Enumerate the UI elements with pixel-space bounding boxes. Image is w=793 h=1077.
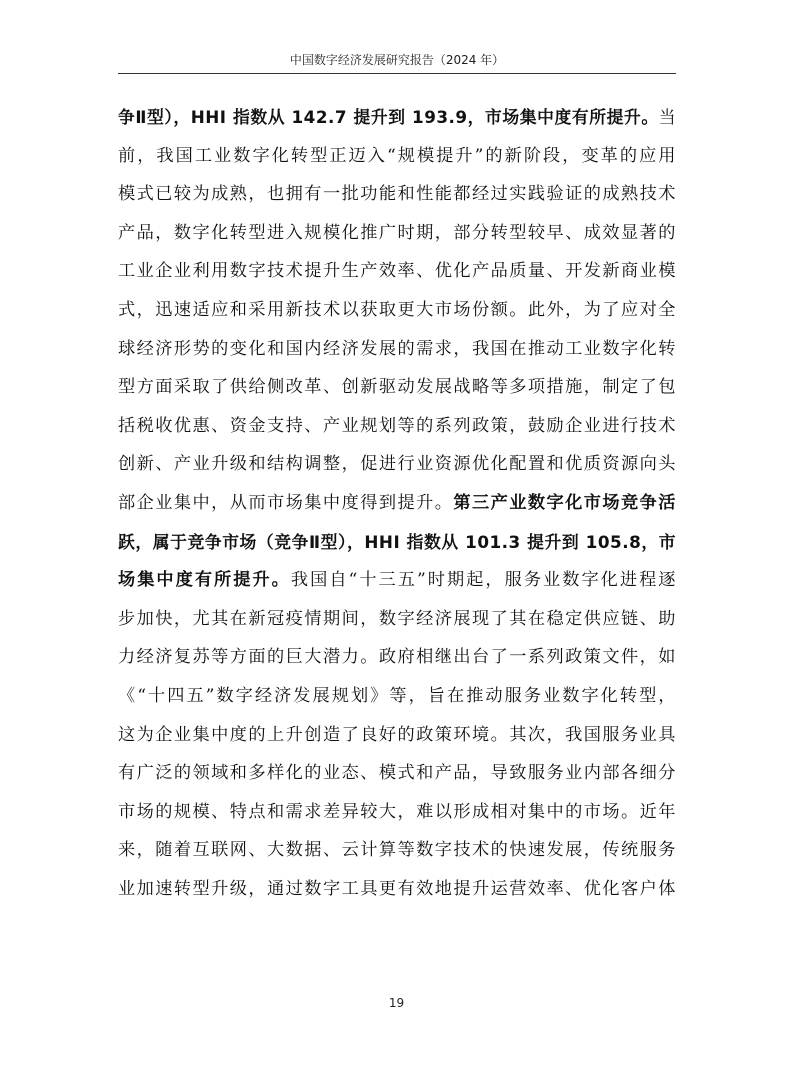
text-line bbox=[118, 214, 676, 253]
bold-text-run: 跃，属于竞争市场（竞争Ⅱ型），HHI 指数从 101.3 提升到 105.8，市 bbox=[118, 531, 676, 552]
text-run: 工业企业利用数字技术提升生产效率、优化产品质量、开发新商业模 bbox=[118, 261, 676, 282]
text-run: 有广泛的领域和多样化的业态、模式和产品，导致服务业内部各细分 bbox=[118, 763, 676, 784]
text-run: 这为企业集中度的上升创造了良好的政策环境。其次，我国服务业具 bbox=[118, 724, 676, 745]
text-run: 模式已较为成熟，也拥有一批功能和性能都经过实践验证的成熟技术 bbox=[118, 184, 676, 205]
page-number: 19 bbox=[388, 996, 405, 1010]
text-line bbox=[118, 175, 676, 214]
body-paragraph bbox=[118, 98, 676, 908]
text-line bbox=[118, 523, 676, 562]
text-run: 型方面采取了供给侧改革、创新驱动发展战略等多项措施，制定了包 bbox=[118, 377, 676, 398]
text-run: 业加速转型升级，通过数字工具更有效地提升运营效率、优化客户体 bbox=[118, 878, 676, 899]
text-line bbox=[118, 638, 676, 677]
text-line bbox=[118, 793, 676, 832]
text-line bbox=[118, 561, 676, 600]
bold-text-run: 争Ⅱ型），HHI 指数从 142.7 提升到 193.9，市场集中度有所提升。 bbox=[118, 107, 659, 127]
text-line bbox=[118, 716, 676, 755]
text-run: 来，随着互联网、大数据、云计算等数字技术的快速发展，传统服务 bbox=[118, 840, 676, 861]
text-line bbox=[118, 368, 676, 407]
text-line bbox=[118, 677, 676, 716]
text-run: 当 bbox=[658, 107, 676, 127]
text-run: 式，迅速适应和采用新技术以获取更大市场份额。此外，为了应对全 bbox=[118, 299, 676, 320]
text-line bbox=[118, 870, 676, 909]
text-line bbox=[118, 98, 676, 137]
bold-text-run: 第三产业数字化市场竞争活 bbox=[453, 492, 676, 513]
text-run: 创新、产业升级和结构调整，促进行业资源优化配置和优质资源向头 bbox=[118, 454, 676, 475]
text-run: 《“十四五”数字经济发展规划》等，旨在推动服务业数字化转型， bbox=[118, 685, 676, 706]
text-line bbox=[118, 330, 676, 369]
text-run: 产品，数字化转型进入规模化推广时期，部分转型较早、成效显著的 bbox=[118, 222, 676, 243]
text-run: 市场的规模、特点和需求差异较大，难以形成相对集中的市场。近年 bbox=[118, 801, 676, 822]
running-header: 中国数字经济发展研究报告（2024 年） bbox=[289, 53, 505, 67]
text-line bbox=[118, 291, 676, 330]
text-run: 前，我国工业数字化转型正迈入“规模提升”的新阶段，变革的应用 bbox=[118, 145, 676, 166]
text-run: 括税收优惠、资金支持、产业规划等的系列政策，鼓励企业进行技术 bbox=[118, 415, 676, 436]
text-run: 步加快，尤其在新冠疫情期间，数字经济展现了其在稳定供应链、助 bbox=[118, 608, 676, 629]
text-line bbox=[118, 831, 676, 870]
text-line bbox=[118, 407, 676, 446]
header-divider bbox=[118, 73, 676, 74]
text-run: 球经济形势的变化和国内经济发展的需求，我国在推动工业数字化转 bbox=[118, 338, 676, 359]
text-line bbox=[118, 137, 676, 176]
bold-text-run: 场集中度有所提升。 bbox=[118, 570, 291, 591]
text-line bbox=[118, 484, 676, 523]
text-line bbox=[118, 754, 676, 793]
text-line bbox=[118, 445, 676, 484]
text-line bbox=[118, 252, 676, 291]
text-line bbox=[118, 600, 676, 639]
text-run: 力经济复苏等方面的巨大潜力。政府相继出台了一系列政策文件，如 bbox=[118, 647, 676, 668]
text-run: 我国自“十三五”时期起，服务业数字化进程逐 bbox=[290, 570, 676, 591]
text-run: 部企业集中，从而市场集中度得到提升。 bbox=[118, 492, 454, 513]
